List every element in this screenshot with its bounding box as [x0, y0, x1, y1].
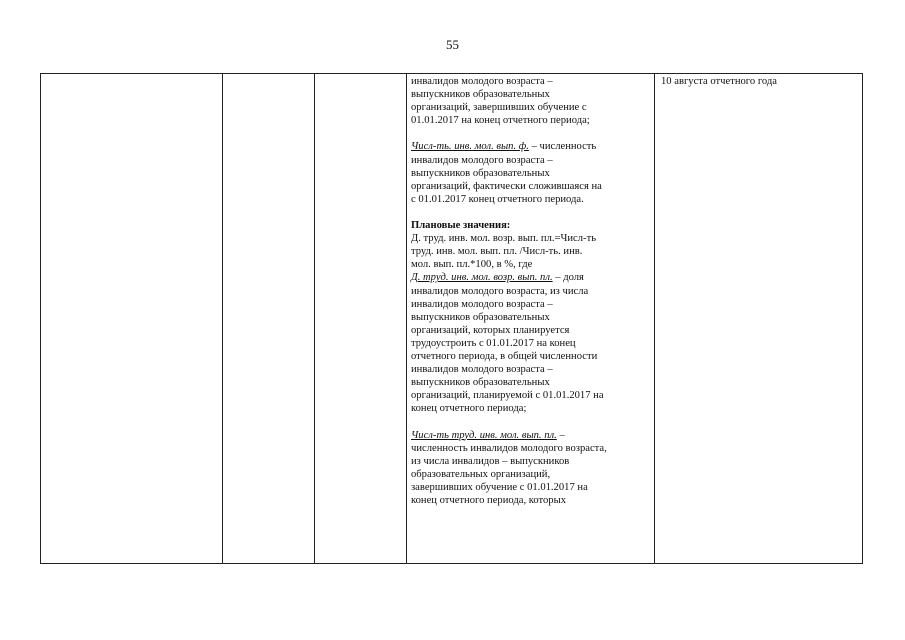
term-rest: – — [556, 429, 565, 441]
term-plan-share: Д. труд. инв. мол. возр. вып. пл. — [411, 272, 553, 284]
text-line: трудоустроить с 01.01.2017 на конец — [411, 337, 576, 349]
text-line: завершивших обучение с 01.01.2017 на — [411, 481, 588, 493]
indicator-table — [40, 73, 863, 564]
page-number: 55 — [446, 37, 459, 52]
text-line — [411, 429, 653, 442]
text-line: конец отчетного периода; — [411, 403, 527, 415]
text-line: инвалидов молодого возраста – — [411, 298, 553, 310]
text-line: инвалидов молодого возраста – — [411, 76, 553, 87]
text-line — [411, 140, 653, 153]
text-line: численность инвалидов молодого возраста, — [411, 442, 607, 454]
text-line: инвалидов молодого возраста – — [411, 154, 553, 166]
formula-line: Д. труд. инв. мол. возр. вып. пл.=Числ-ть — [411, 233, 597, 245]
plan-heading: Плановые значения: — [411, 220, 511, 232]
term-plan-employed-count: Числ-ть труд. инв. мол. вып. пл. — [411, 429, 557, 441]
text-line: выпускников образовательных — [411, 311, 550, 323]
term-actual-count: Числ-ть. инв. мол. вып. ф. — [411, 141, 529, 153]
blank-line — [411, 127, 653, 140]
text-line: выпускников образовательных — [411, 89, 550, 101]
text-line — [411, 271, 653, 284]
text-line: отчетного периода, в общей численности — [411, 350, 598, 362]
formula-line: мол. вып. пл.*100, в %, где — [411, 259, 533, 271]
term-rest: – доля — [552, 272, 584, 284]
text-line: организаций, фактически сложившаяся на — [411, 180, 602, 192]
blank-line — [411, 415, 653, 428]
text-line: из числа инвалидов – выпускников — [411, 455, 570, 467]
text-line: организаций, планируемой с 01.01.2017 на — [411, 390, 604, 402]
text-line: выпускников образовательных — [411, 167, 550, 179]
description-text — [411, 75, 653, 507]
formula-line: труд. инв. мол. вып. пл. /Числ-ть. инв. — [411, 246, 583, 258]
table-cell-deadline — [655, 74, 862, 563]
text-line: конец отчетного периода, которых — [411, 495, 567, 506]
table-cell-description — [407, 74, 655, 563]
blank-line — [411, 206, 653, 219]
text-line: 01.01.2017 на конец отчетного периода; — [411, 115, 590, 127]
text-line: инвалидов молодого возраста, из числа — [411, 285, 589, 297]
term-rest: – численность — [528, 141, 597, 153]
table-cell-col1 — [41, 74, 223, 563]
deadline-text: 10 августа отчетного года — [661, 76, 778, 87]
text-line: организаций, которых планируется — [411, 324, 570, 336]
text-line: образовательных организаций, — [411, 468, 551, 480]
table-cell-col3 — [315, 74, 407, 563]
text-line: выпускников образовательных — [411, 377, 550, 389]
text-line: с 01.01.2017 конец отчетного периода. — [411, 193, 584, 205]
text-line: организаций, завершивших обучение с — [411, 102, 587, 114]
text-line: инвалидов молодого возраста – — [411, 364, 553, 376]
table-cell-col2 — [223, 74, 315, 563]
